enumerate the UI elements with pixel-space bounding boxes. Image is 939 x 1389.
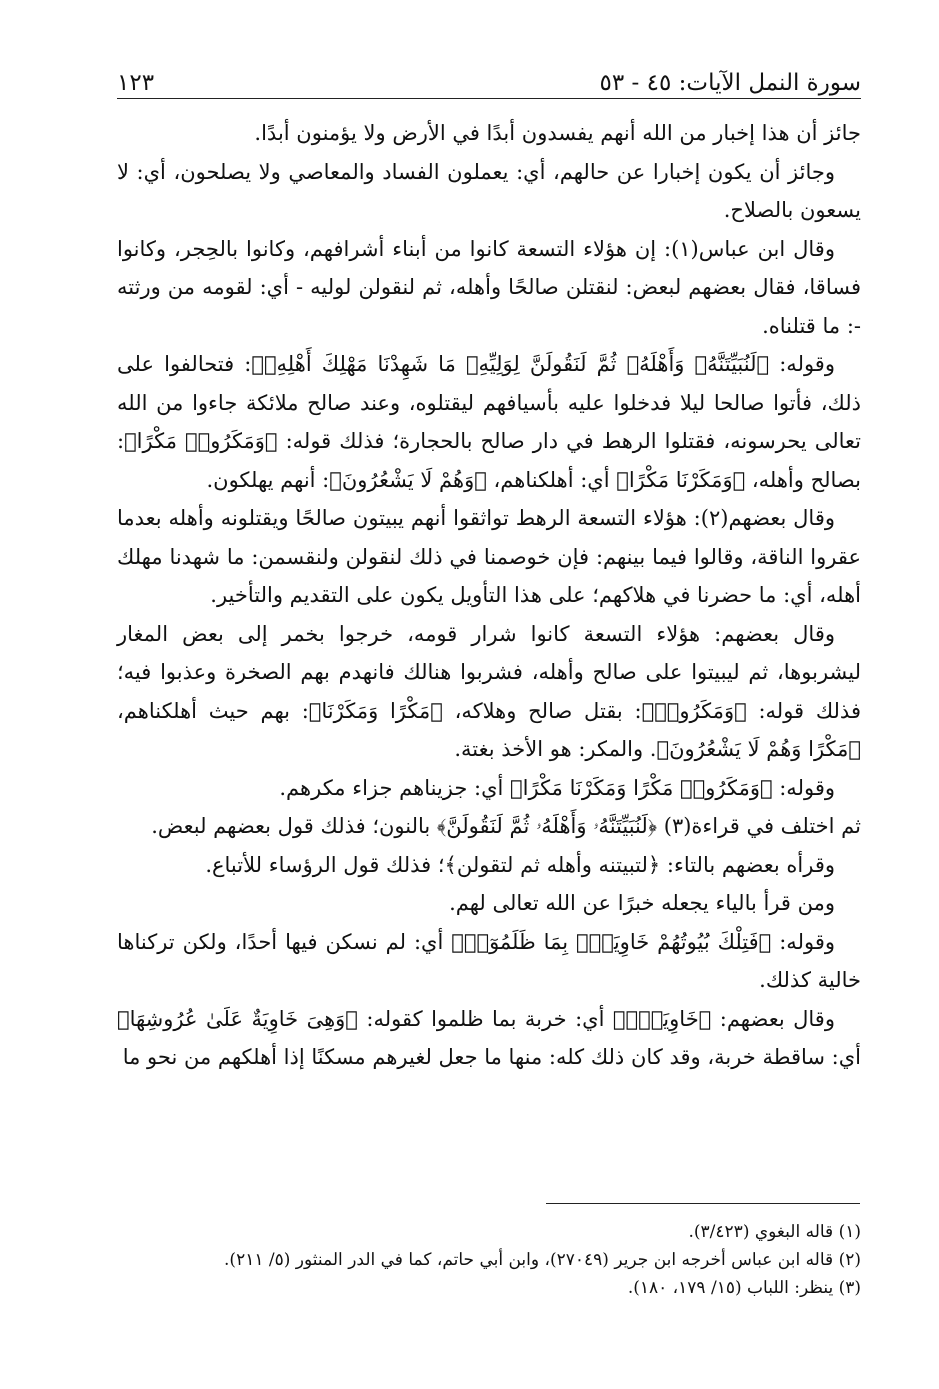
paragraph: وقوله: ﴿وَمَكَرُوا۟ مَكْرًا وَمَكَرْنَا مَكْرًا﴾ أي: جزيناهم جزاء مكرهم. xyxy=(279,775,835,800)
page-number: ١٢٣ xyxy=(117,70,155,96)
paragraph: وقرأه بعضهم بالتاء: ﴿لتبيتنه وأهله ثم لتقولن﴾؛ فذلك قول الرؤساء للأتباع. xyxy=(205,852,835,877)
footnote-3: (٣) ينظر: اللباب (١٥/ ١٧٩، ١٨٠). xyxy=(627,1278,861,1298)
paragraph: وقوله: ﴿فَتِلْكَ بُيُوتُهُمْ خَاوِيَةًۢ بِمَا ظَلَمُوٓا۟﴾ أي: لم نسكن فيها أحدًا، ولكن تركناها خالية كذلك. xyxy=(117,929,861,992)
paragraph: ومن قرأ بالياء يجعله خبرًا عن الله تعالى لهم. xyxy=(449,891,835,915)
paragraph: وقوله: ﴿لَنُبَيِّتَنَّهُۥ وَأَهْلَهُۥ ثُمَّ لَنَقُولَنَّ لِوَلِيِّهِۦ مَا شَهِدْنَا مَهْلِكَ أَهْلِهِۦ﴾: فتحالفوا على ذلك، فأتوا صالحا ليلا فدخلوا عليه بأسيافهم ليقتلوه، وعند صالح ملائكة جاءوا من الله تعالى يحرسونه، فقتلوا الرهط في دار صالح بالحجارة؛ فذلك قوله: ﴿وَمَكَرُوا۟ مَكْرًا﴾: بصالح وأهله، ﴿وَمَكَرْنَا مَكْرًا﴾ أي: أهلكناهم، ﴿وَهُمْ لَا يَشْعُرُونَ﴾: أنهم يهلكون. xyxy=(117,352,861,492)
running-header xyxy=(117,58,861,96)
footnote-2: (٢) قاله ابن عباس أخرجه ابن جرير (٢٧٠٤٩)، وابن أبي حاتم، كما في الدر المنثور (٥/ ٢١١). xyxy=(224,1250,861,1270)
paragraph: وقال ابن عباس(١): إن هؤلاء التسعة كانوا من أبناء أشرافهم، وكانوا بالحِجر، وكانوا فساقا، فقال بعضهم لبعض: لنقتلن صالحًا وأهله، ثم لنقولن لوليه - أي: لقومه من ورثته -: ما قتلناه. xyxy=(117,236,861,338)
main-text xyxy=(117,114,861,1077)
paragraph: وجائز أن يكون إخبارا عن حالهم، أي: يعملون الفساد والمعاصي ولا يصلحون، أي: لا يسعون بالصلاح. xyxy=(117,159,861,222)
paragraph: وقال بعضهم(٢): هؤلاء التسعة الرهط تواثقوا أنهم يبيتون صالحًا ويقتلونه وأهله بعدما عقروا الناقة، وقالوا فيما بينهم: فإن خوصمنا في ذلك لنقولن ولنقسمن: ما شهدنا مهلك أهله، أي: ما حضرنا في هلاكهم؛ على هذا التأويل يكون على التقديم والتأخير. xyxy=(117,506,861,607)
paragraph: جائز أن هذا إخبار من الله أنهم يفسدون أبدًا في الأرض ولا يؤمنون أبدًا. xyxy=(254,121,861,145)
paragraph: وقال بعضهم: ﴿خَاوِيَةًۢ﴾ أي: خربة بما ظلموا كقوله: ﴿وَهِىَ خَاوِيَةٌ عَلَىٰ عُرُوشِهَا﴾ أي: ساقطة خربة، وقد كان ذلك كله: منها ما جعل لغيرهم مسكنًا إذا أهلكهم من نحو ما xyxy=(117,1006,861,1069)
footnote-divider xyxy=(546,1203,860,1204)
header-divider xyxy=(117,98,861,99)
footnote-1: (١) قاله البغوي (٣/٤٢٣). xyxy=(688,1222,861,1242)
paragraph: ثم اختلف في قراءة(٣) ﴿لَنُبَيِّتَنَّهُۥ وَأَهْلَهُۥ ثُمَّ لَنَقُولَنَّ﴾ بالنون؛ فذلك قول بعضهم لبعض. xyxy=(151,814,861,838)
footnotes xyxy=(117,1218,861,1302)
surah-title: سورة النمل الآيات: ٤٥ - ٥٣ xyxy=(599,70,861,96)
paragraph: وقال بعضهم: هؤلاء التسعة كانوا شرار قومه، خرجوا بخمر إلى بعض المغار ليشربوها، ثم ليبيتوا على صالح وأهله، فشربوا هنالك فانهدم بهم الصخرة وعذبوا فيه؛ فذلك قوله: ﴿وَمَكَرُوا۟﴾: بقتل صالح وهلاكه، ﴿مَكْرًا وَمَكَرْنَا﴾: بهم حيث أهلكناهم، ﴿مَكْرًا وَهُمْ لَا يَشْعُرُونَ﴾. والمكر: هو الأخذ بغتة. xyxy=(117,621,861,761)
